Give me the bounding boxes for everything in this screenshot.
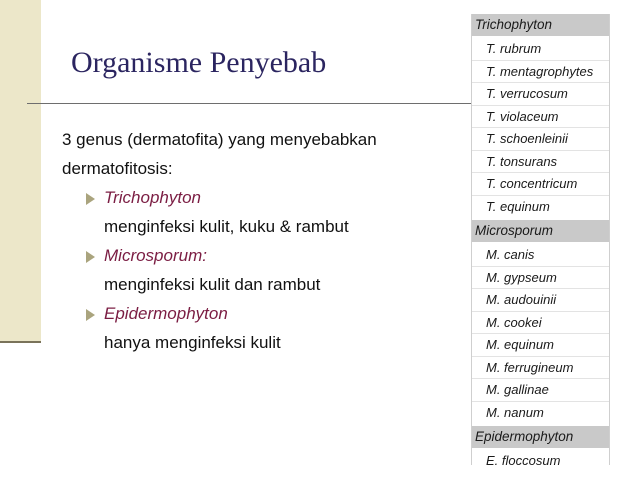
genus-description: menginfeksi kulit, kuku & rambut: [104, 217, 349, 236]
bullet-arrow-icon: [86, 251, 95, 263]
species-item: T. rubrum: [472, 38, 609, 61]
species-item: M. nanum: [486, 404, 544, 420]
taxonomy-species-list: [472, 36, 609, 220]
bullet-trichophyton: [62, 183, 452, 241]
slide-title: Organisme Penyebab: [71, 46, 327, 79]
left-decorative-band: [0, 0, 41, 341]
title-divider: [27, 103, 472, 104]
species-item: T. equinum: [486, 198, 550, 214]
species-item: E. floccosum: [486, 453, 561, 468]
species-item: T. violaceum: [472, 106, 609, 129]
bullet-arrow-icon: [86, 309, 95, 321]
taxonomy-group-header: Epidermophyton: [472, 426, 609, 448]
bullet-epidermophyton: [62, 299, 452, 357]
bullet-arrow-icon: [86, 193, 95, 205]
species-item: M. equinum: [472, 334, 609, 357]
species-item: T. verrucosum: [472, 83, 609, 106]
bullet-microsporum: [62, 241, 452, 299]
genus-name: Epidermophyton: [104, 304, 228, 323]
taxonomy-group-microsporum: [472, 220, 609, 426]
species-item: M. gypseum: [472, 267, 609, 290]
species-item: T. mentagrophytes: [472, 61, 609, 84]
species-item: M. gallinae: [472, 379, 609, 402]
left-band-divider: [0, 341, 41, 343]
taxonomy-group-trichophyton: [472, 14, 609, 220]
intro-text: 3 genus (dermatofita) yang menyebabkan dermatofitosis:: [62, 130, 377, 178]
taxonomy-table: [471, 14, 610, 468]
species-item: M. audouinii: [472, 289, 609, 312]
taxonomy-group-header: Trichophyton: [472, 14, 609, 36]
slide-body: [62, 125, 452, 357]
species-item: M. ferrugineum: [472, 357, 609, 380]
taxonomy-species-list: [472, 242, 609, 426]
taxonomy-group-epidermophyton: [472, 426, 609, 475]
genus-name: Microsporum:: [104, 246, 207, 265]
genus-description: hanya menginfeksi kulit: [104, 333, 281, 352]
species-item: M. canis: [472, 244, 609, 267]
species-item: T. tonsurans: [472, 151, 609, 174]
species-item: T. concentricum: [472, 173, 609, 196]
taxonomy-group-header: Microsporum: [472, 220, 609, 242]
genus-description: menginfeksi kulit dan rambut: [104, 275, 321, 294]
taxonomy-species-list: [472, 448, 609, 475]
species-item: M. cookei: [472, 312, 609, 335]
genus-name: Trichophyton: [104, 188, 202, 207]
species-item: T. schoenleinii: [472, 128, 609, 151]
